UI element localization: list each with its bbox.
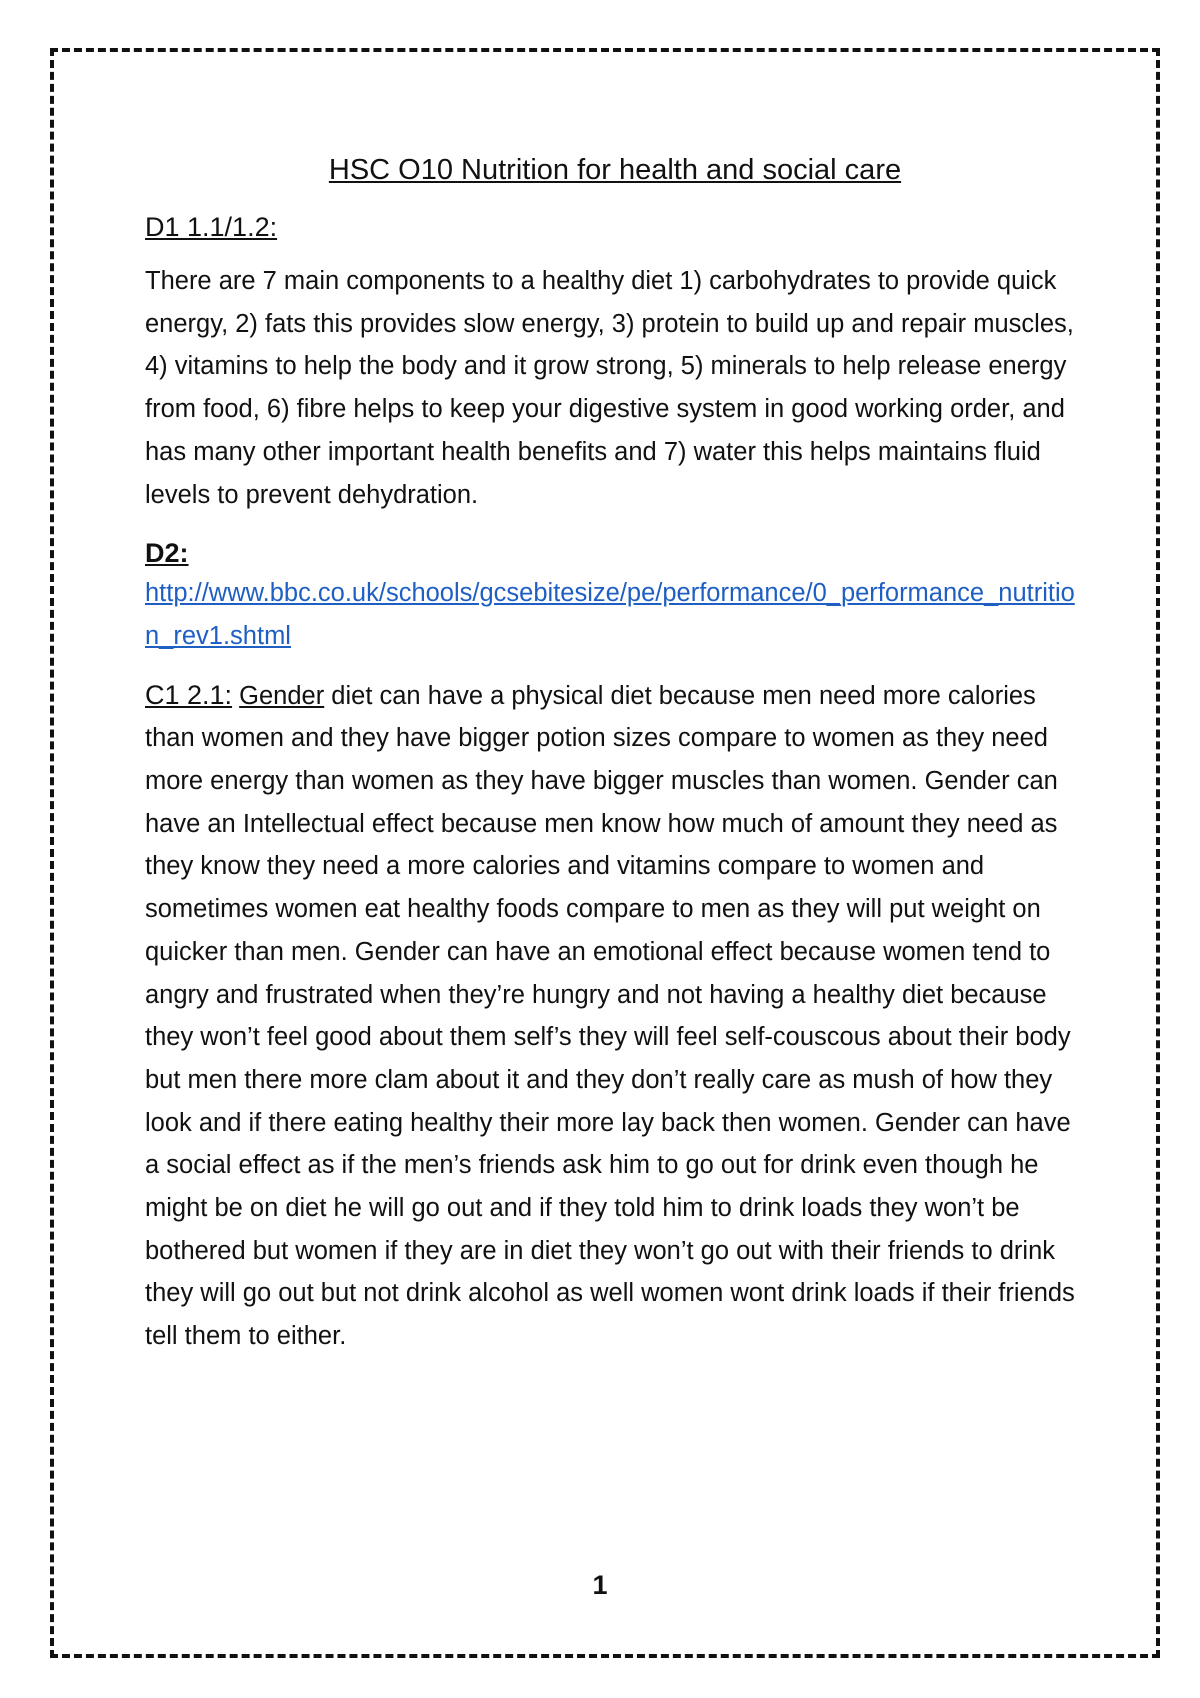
document-title: HSC O10 Nutrition for health and social care bbox=[328, 154, 902, 186]
section-c1-heading: C1 2.1: bbox=[145, 679, 233, 710]
section-c1-body: diet can have a physical diet because men need more calories than women and they have bigger potion sizes compare to women as they need more energy than women as they have bigger muscles than women. Gender can have an Intellectual effect because men know how much of amount they need as they know they need a more calories and vitamins compare to women and sometimes women eat healthy foods compare to men as they will put weight on quicker than men. Gender can have an emotional effect because women tend to angry and frustrated when they’re hungry and not having a healthy diet because they won’t feel good about them self’s they will feel self-couscous about their body but men there more clam about it and they don’t really care as mush of how they look and if there eating healthy their more lay back then women. Gender can have a social effect as if the men’s friends ask him to go out for drink even though he might be on diet he will go out and if they told him to drink loads they won’t be bothered but women if they are in diet they won’t go out with their friends to drink they will go out but not drink alcohol as well women wont drink loads if their friends tell them to either. bbox=[145, 681, 1075, 1351]
section-d1-body: There are 7 main components to a healthy diet 1) carbohydrates to provide quick energy, 2) fats this provides slow energy, 3) protein to build up and repair muscles, 4) vitamins to help the body and it grow strong, 5) minerals to help release energy from food, 6) fibre helps to keep your digestive system in good working order, and has many other important health benefits and 7) water this helps maintains fluid levels to prevent dehydration. bbox=[145, 267, 1074, 509]
section-d1-heading: D1 1.1/1.2: bbox=[145, 212, 278, 242]
section-d2-heading: D2: bbox=[145, 538, 189, 569]
reference-link[interactable]: http://www.bbc.co.uk/schools/gcsebitesize/pe/performance/0_performance_nutrition_rev1.shtml bbox=[145, 579, 1075, 650]
underlined-term-gender: Gender bbox=[239, 681, 325, 710]
page-number: 1 bbox=[592, 1570, 608, 1600]
document-content bbox=[145, 150, 1085, 1376]
section-c1-paragraph bbox=[145, 674, 1085, 1358]
